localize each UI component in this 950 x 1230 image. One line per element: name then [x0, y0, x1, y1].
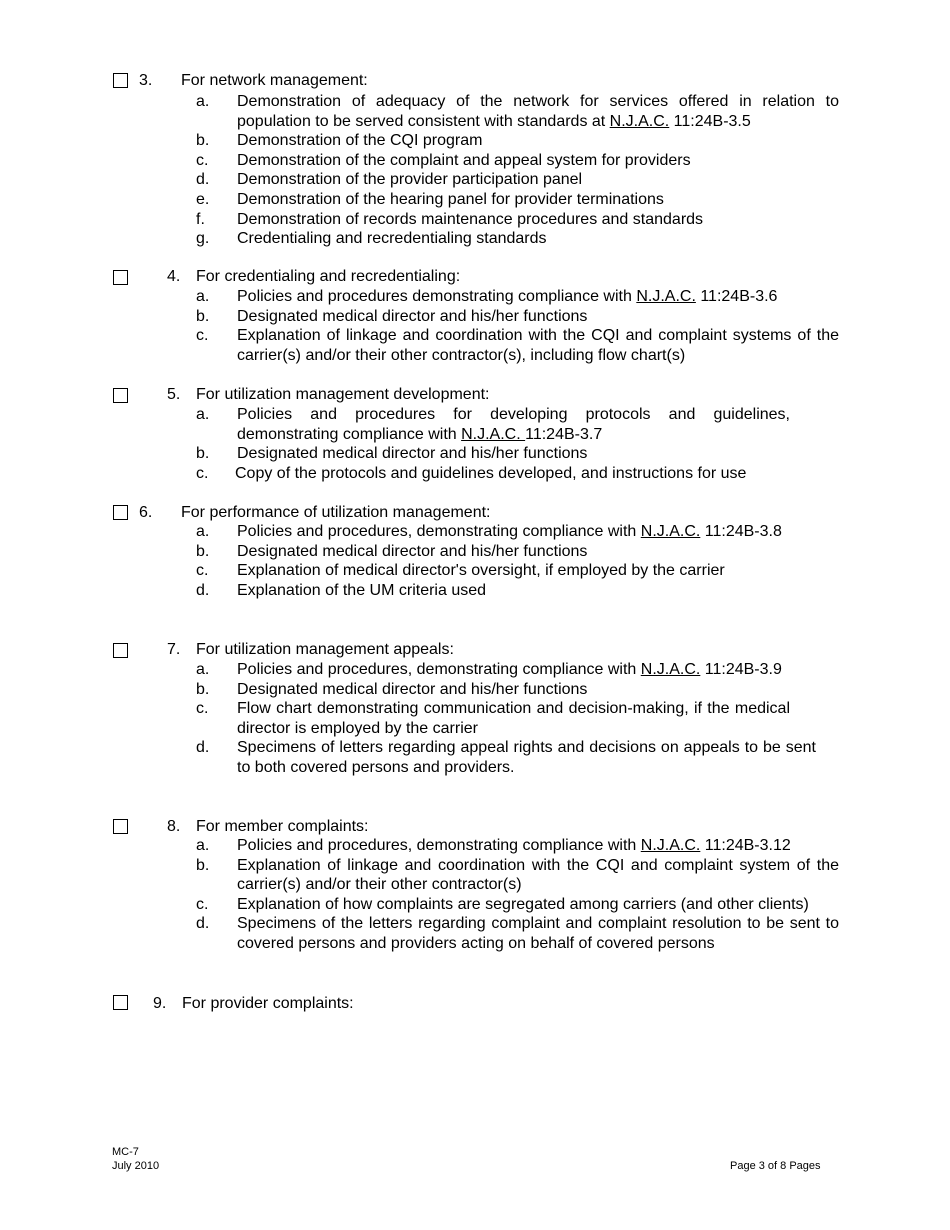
item-text: Explanation of linkage and coordination with the CQI and complaint system of the carrier(s) and/or their other contractor(s) — [237, 856, 839, 894]
section-title: For provider complaints: — [182, 995, 354, 1012]
section-title: For utilization management appeals: — [196, 641, 454, 658]
section-6-checkbox[interactable] — [113, 505, 128, 520]
list-item — [0, 464, 839, 484]
item-text-suffix: 11:24B-3.9 — [700, 661, 782, 678]
item-text: Designated medical director and his/her functions — [237, 680, 588, 698]
item-letter: b. — [196, 680, 210, 698]
item-letter: c. — [196, 327, 209, 345]
item-letter: d. — [196, 171, 210, 189]
item-text: Policies and procedures, demonstrating compliance with — [237, 661, 641, 678]
list-item — [0, 856, 839, 895]
item-text: Policies and procedures demonstrating compliance with — [237, 288, 637, 305]
list-item — [0, 444, 839, 464]
item-text: Demonstration of records maintenance procedures and standards — [237, 210, 704, 228]
item-text: Explanation of linkage and coordination with the CQI and complaint systems of the carrier(s) and/or their other contractor(s), including flow chart(s) — [237, 327, 839, 364]
item-text-suffix: 11:24B-3.8 — [700, 523, 782, 540]
section-title: For network management: — [181, 72, 368, 89]
regulation-ref: N.J.A.C. — [609, 112, 670, 130]
footer-page-number: Page 3 of 8 Pages — [730, 1160, 821, 1172]
list-item — [0, 836, 839, 856]
list-item — [0, 287, 839, 307]
section-title: For member complaints: — [196, 818, 369, 835]
section-number: 4. — [167, 268, 181, 285]
item-text: Policies and procedures, demonstrating compliance with — [237, 523, 641, 540]
section-title: For utilization management development: — [196, 386, 490, 403]
footer-form-id: MC-7 — [112, 1146, 139, 1158]
regulation-ref: N.J.A.C. — [636, 288, 696, 305]
list-item — [0, 660, 839, 680]
item-text: Demonstration of the CQI program — [237, 132, 483, 150]
item-letter: c. — [196, 464, 209, 482]
item-letter: a. — [196, 406, 210, 423]
item-letter: b. — [196, 132, 210, 150]
list-item — [0, 170, 839, 190]
item-text: Flow chart demonstrating communication and decision-making, if the medical director is employed by the carrier — [237, 700, 790, 737]
list-item — [0, 307, 839, 327]
regulation-ref: N.J.A.C. — [640, 523, 701, 540]
item-text: Designated medical director and his/her functions — [237, 445, 588, 463]
item-letter: b. — [196, 307, 210, 325]
item-text-suffix: 11:24B-3.7 — [525, 425, 603, 443]
regulation-ref: N.J.A.C. — [461, 425, 526, 443]
list-item — [0, 542, 839, 562]
list-item — [0, 581, 839, 601]
item-letter: a. — [196, 523, 210, 540]
item-text: Demonstration of the hearing panel for provider terminations — [237, 190, 664, 208]
item-letter: e. — [196, 190, 210, 208]
section-number: 9. — [153, 995, 167, 1012]
item-text-suffix: 11:24B-3.6 — [695, 288, 778, 305]
regulation-ref: N.J.A.C. — [640, 837, 701, 854]
item-letter: f. — [196, 210, 205, 228]
list-item — [0, 190, 839, 210]
list-item — [0, 738, 839, 777]
list-item — [0, 151, 839, 171]
item-text: Credentialing and recredentialing standards — [237, 230, 547, 248]
item-text: Demonstration of the provider participation panel — [237, 171, 583, 189]
section-title: For credentialing and recredentialing: — [196, 268, 461, 285]
item-letter: a. — [196, 93, 210, 110]
section-5-checkbox[interactable] — [113, 388, 128, 403]
item-letter: a. — [196, 661, 210, 678]
item-text: Copy of the protocols and guidelines developed, and instructions for use — [235, 464, 747, 482]
section-number: 6. — [139, 504, 153, 521]
item-letter: b. — [196, 856, 210, 874]
item-letter: c. — [196, 151, 209, 169]
section-number: 7. — [167, 641, 181, 658]
section-9-checkbox[interactable] — [113, 995, 128, 1010]
section-title: For performance of utilization management: — [181, 504, 491, 521]
list-item — [0, 131, 839, 151]
item-text: Explanation of the UM criteria used — [237, 581, 487, 599]
item-letter: c. — [196, 700, 209, 718]
regulation-ref: N.J.A.C. — [640, 661, 701, 678]
item-letter: g. — [196, 230, 210, 248]
item-text: Designated medical director and his/her functions — [237, 307, 588, 325]
list-item — [0, 522, 839, 542]
section-3-checkbox[interactable] — [113, 73, 128, 88]
item-letter: b. — [196, 445, 210, 463]
list-item — [0, 895, 839, 915]
section-number: 3. — [139, 72, 153, 89]
section-number: 5. — [167, 386, 181, 403]
item-letter: a. — [196, 288, 210, 305]
section-4-checkbox[interactable] — [113, 270, 128, 285]
list-item — [0, 914, 839, 953]
list-item — [0, 210, 839, 230]
list-item — [0, 680, 839, 700]
footer-date: July 2010 — [112, 1160, 160, 1172]
item-letter: c. — [196, 895, 209, 913]
section-8-checkbox[interactable] — [113, 819, 128, 834]
section-number: 8. — [167, 818, 181, 835]
item-letter: d. — [196, 915, 210, 933]
item-text: Demonstration of the complaint and appeal system for providers — [237, 151, 691, 169]
item-text-suffix: 11:24B-3.12 — [700, 837, 791, 854]
item-letter: a. — [196, 837, 210, 854]
item-text: Specimens of letters regarding appeal rights and decisions on appeals to be sent to both covered persons and providers. — [237, 739, 816, 776]
item-text: Explanation of medical director's oversight, if employed by the carrier — [237, 562, 725, 580]
list-item — [0, 561, 839, 581]
item-text: Policies and procedures, demonstrating compliance with — [237, 837, 641, 854]
item-letter: d. — [196, 739, 210, 757]
list-item — [0, 405, 839, 444]
item-text: Designated medical director and his/her functions — [237, 542, 588, 560]
list-item — [0, 92, 839, 131]
list-item — [0, 699, 839, 738]
list-item — [0, 326, 839, 365]
section-7-checkbox[interactable] — [113, 643, 128, 658]
item-text: Specimens of the letters regarding complaint and complaint resolution to be sent to covered persons and providers acting on behalf of covered persons — [237, 915, 839, 952]
item-letter: b. — [196, 542, 210, 560]
item-letter: c. — [196, 562, 209, 580]
item-letter: d. — [196, 581, 210, 599]
item-text: Explanation of how complaints are segregated among carriers (and other clients) — [237, 895, 809, 913]
item-text-suffix: 11:24B-3.5 — [669, 112, 751, 130]
list-item — [0, 229, 839, 249]
item-text: Demonstration of adequacy of the network for services offered in relation to population to be served consistent with standards at — [237, 93, 839, 130]
item-text: Policies and procedures for developing protocols and guidelines, demonstrating compliance with — [237, 406, 790, 443]
